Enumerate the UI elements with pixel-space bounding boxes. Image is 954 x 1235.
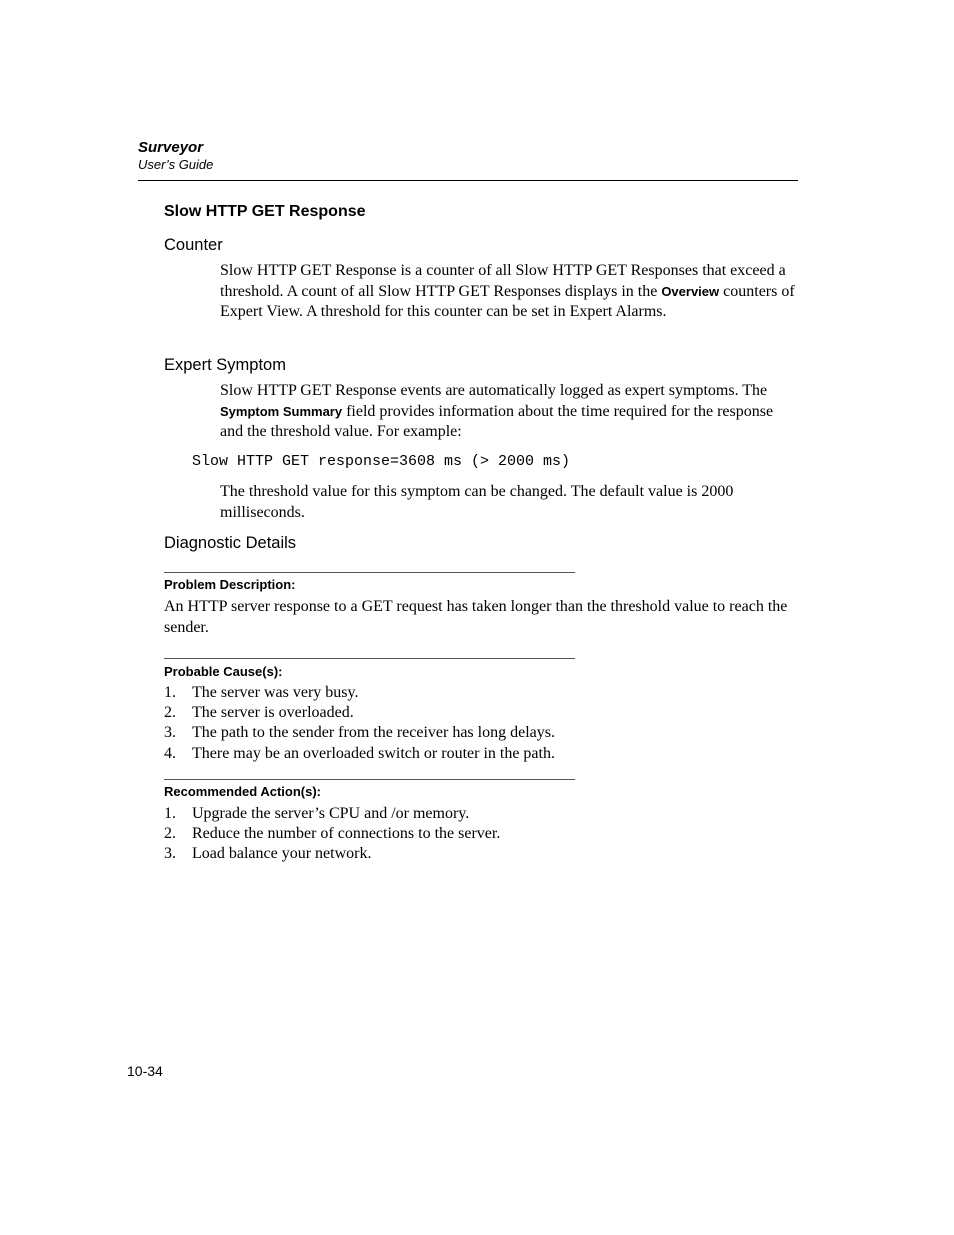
- list-number: 1.: [164, 805, 176, 822]
- list-item: [164, 683, 555, 703]
- list-text: The server is overloaded.: [192, 704, 354, 722]
- expert-symptom-heading: Expert Symptom: [164, 356, 286, 374]
- list-text: Load balance your network.: [192, 845, 372, 863]
- symptom-summary-term: Symptom Summary: [220, 403, 343, 419]
- threshold-paragraph: [220, 482, 798, 523]
- threshold-text: The threshold value for this symptom can be changed. The default value is 2000 milliseconds.: [220, 483, 734, 521]
- page-number: 10-34: [127, 1063, 163, 1079]
- header-rule: [138, 180, 798, 181]
- expert-symptom-text-2: field provides information about the time required for the response and the threshold value. For example:: [220, 402, 774, 440]
- expert-symptom-paragraph: [220, 381, 798, 443]
- causes-list: [164, 683, 555, 764]
- problem-divider: [164, 572, 575, 573]
- causes-divider: [164, 658, 575, 659]
- list-text: There may be an overloaded switch or router in the path.: [192, 744, 555, 762]
- list-text: The server was very busy.: [192, 684, 359, 701]
- running-header-title: Surveyor: [138, 139, 204, 156]
- list-item: [164, 723, 555, 743]
- list-item: [164, 744, 555, 764]
- code-example: Slow HTTP GET response=3608 ms (> 2000 ms): [192, 453, 571, 470]
- list-item: [164, 703, 555, 723]
- list-number: 3.: [164, 724, 176, 742]
- counter-text-2: counters of Expert View. A threshold for this counter can be set in Expert Alarms.: [220, 282, 795, 320]
- list-number: 4.: [164, 744, 176, 762]
- list-number: 2.: [164, 704, 176, 722]
- counter-paragraph: [220, 261, 798, 323]
- list-item: [164, 804, 500, 824]
- list-number: 1.: [164, 684, 176, 701]
- list-item: [164, 844, 500, 864]
- list-item: [164, 824, 500, 844]
- running-header-subtitle: User’s Guide: [138, 157, 214, 172]
- list-text: Reduce the number of connections to the server.: [192, 825, 501, 843]
- counter-text-1: Slow HTTP GET Response is a counter of all Slow HTTP GET Responses that exceed a threshold. A count of all Slow HTTP GET Responses displays in the: [220, 262, 786, 300]
- problem-label: Problem Description:: [164, 577, 296, 592]
- expert-symptom-text-1: Slow HTTP GET Response events are automatically logged as expert symptoms. The: [220, 382, 768, 399]
- list-text: The path to the sender from the receiver has long delays.: [192, 724, 555, 742]
- list-number: 3.: [164, 845, 176, 863]
- problem-text: An HTTP server response to a GET request has taken longer than the threshold value to reach the sender.: [164, 598, 788, 636]
- list-number: 2.: [164, 825, 176, 843]
- counter-heading: Counter: [164, 236, 223, 254]
- overview-term: Overview: [661, 283, 720, 299]
- diagnostic-heading: Diagnostic Details: [164, 534, 297, 552]
- actions-label: Recommended Action(s):: [164, 784, 321, 799]
- causes-label: Probable Cause(s):: [164, 664, 283, 679]
- list-text: Upgrade the server’s CPU and /or memory.: [192, 805, 470, 822]
- actions-divider: [164, 779, 575, 780]
- actions-list: [164, 804, 500, 865]
- section-title: Slow HTTP GET Response: [164, 203, 366, 220]
